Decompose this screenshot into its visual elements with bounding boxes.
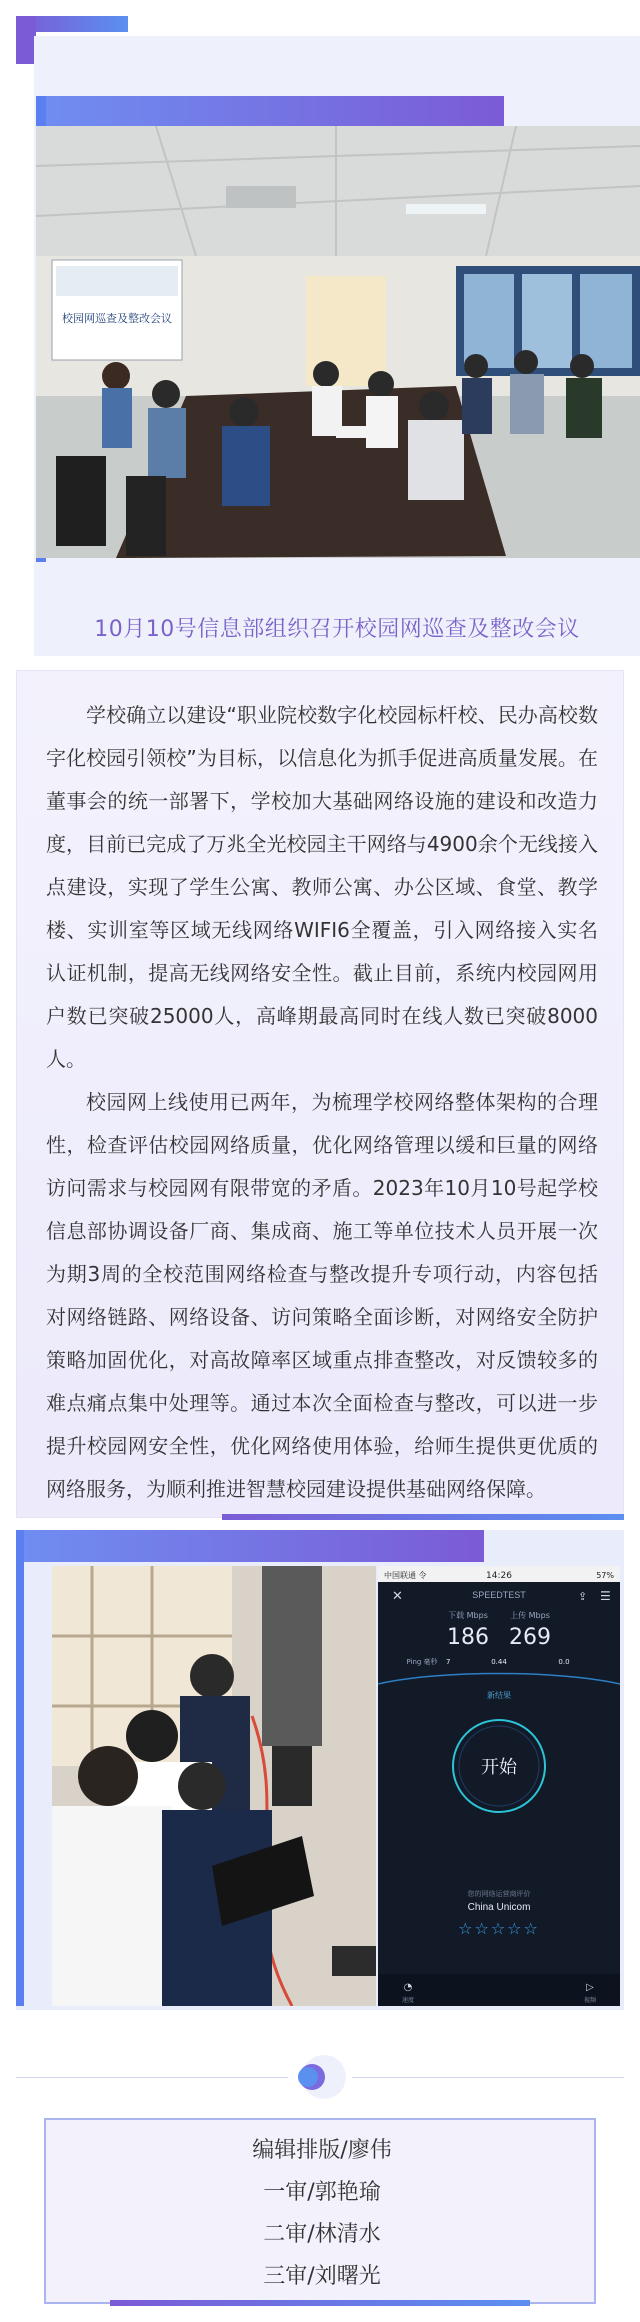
rating-stars-icon[interactable]: ☆☆☆☆☆ (458, 1919, 540, 1938)
meeting-caption: 10月10号信息部组织召开校园网巡查及整改会议 (94, 617, 580, 642)
new-result-link[interactable]: 新结果 (487, 1691, 511, 1700)
tab-speed[interactable]: 速度 (401, 1997, 415, 2004)
divider-ornament-icon (286, 2052, 354, 2102)
article-accent-bar (222, 1514, 624, 1520)
article-paragraph: 学校确立以建设“职业院校数字化校园标杆校、民办高校数字化校园引领校”为目标，以信息化为抓手促进高质量发展。在董事会的统一部署下，学校加大基础网络设施的建设和改造力度，目前已完成了万兆全光校园主干网络与4900余个无线接入点建设，实现了学生公寓、教师公寓、办公区域、食堂、教学楼、实训室等区域无线网络WIFI6全覆盖，引入网络接入实名认证机制，提高无线网络安全性。截止目前，系统内校园网用户数已突破25000人，高峰期最高同时在线人数已突破8000人。 (46, 703, 598, 1071)
credit-review-1: 一审/郭艳瑜 (263, 2180, 381, 2205)
upload-value: 269 (509, 1625, 551, 1650)
divider-left (16, 2077, 288, 2078)
provider-caption: 您的网络运营商评价 (467, 1890, 531, 1898)
speedtest-screen (378, 1566, 620, 2006)
inspection-accent-bar (16, 1530, 484, 1562)
download-value: 186 (447, 1625, 489, 1650)
inspection-side-bar (16, 1530, 24, 2006)
divider-right (352, 2077, 624, 2078)
share-icon[interactable]: ⇪ (578, 1590, 588, 1603)
credits-box (44, 2118, 596, 2304)
technician-photo (52, 1566, 376, 2006)
status-carrier: 中国联通 令 (384, 1571, 427, 1580)
ping-value: 7 (446, 1658, 451, 1666)
download-label: 下载 Mbps (448, 1611, 488, 1620)
speed-tab-icon[interactable]: ◔ (403, 1982, 413, 1993)
provider-name: China Unicom (467, 1902, 531, 1913)
loss-value: 0.0 (558, 1658, 570, 1666)
jitter-value: 0.44 (491, 1658, 507, 1666)
app-name: SPEEDTEST (472, 1590, 526, 1600)
credits-accent-bar (110, 2300, 530, 2306)
technicians-illustration (52, 1566, 376, 2006)
ping-label: Ping 毫秒 (406, 1658, 438, 1666)
go-button-label: 开始 (481, 1757, 517, 1778)
top-accent-small (16, 16, 36, 64)
credit-editor: 编辑排版/廖伟 (252, 2138, 392, 2163)
credit-review-2: 二审/林清水 (263, 2222, 381, 2247)
credit-review-3: 三审/刘曙光 (263, 2264, 381, 2289)
slide-title: 校园网巡查及整改会议 (62, 313, 172, 325)
tab-video[interactable]: 视频 (583, 1997, 597, 2004)
meeting-accent-bar (36, 96, 504, 126)
status-battery: 57% (596, 1571, 614, 1580)
status-time: 14:26 (486, 1571, 512, 1581)
upload-label: 上传 Mbps (510, 1611, 550, 1620)
article-paragraph: 校园网上线使用已两年，为梳理学校网络整体架构的合理性，检查评估校园网络质量，优化网络管理以缓和巨量的网络访问需求与校园网有限带宽的矛盾。2023年10月10号起学校信息部协调设备厂商、集成商、施工等单位技术人员开展一次为期3周的全校范围网络检查与整改提升专项行动，内容包括对网络链路、网络设备、访问策略全面诊断，对网络安全防护策略加固优化，对高故障率区域重点排查整改，对反馈较多的难点痛点集中处理等。通过本次全面检查与整改，可以进一步提升校园网安全性，优化网络使用体验，给师生提供更优质的网络服务，为顺利推进智慧校园建设提供基础网络保障。 (46, 1090, 598, 1501)
close-icon[interactable]: ✕ (392, 1589, 403, 1604)
meeting-photo (36, 126, 640, 558)
video-tab-icon[interactable]: ▷ (586, 1982, 594, 1993)
menu-icon[interactable]: ☰ (600, 1589, 611, 1603)
article-body (46, 694, 598, 1511)
meeting-room-illustration (36, 126, 640, 558)
speedtest-screenshot (378, 1566, 620, 2006)
